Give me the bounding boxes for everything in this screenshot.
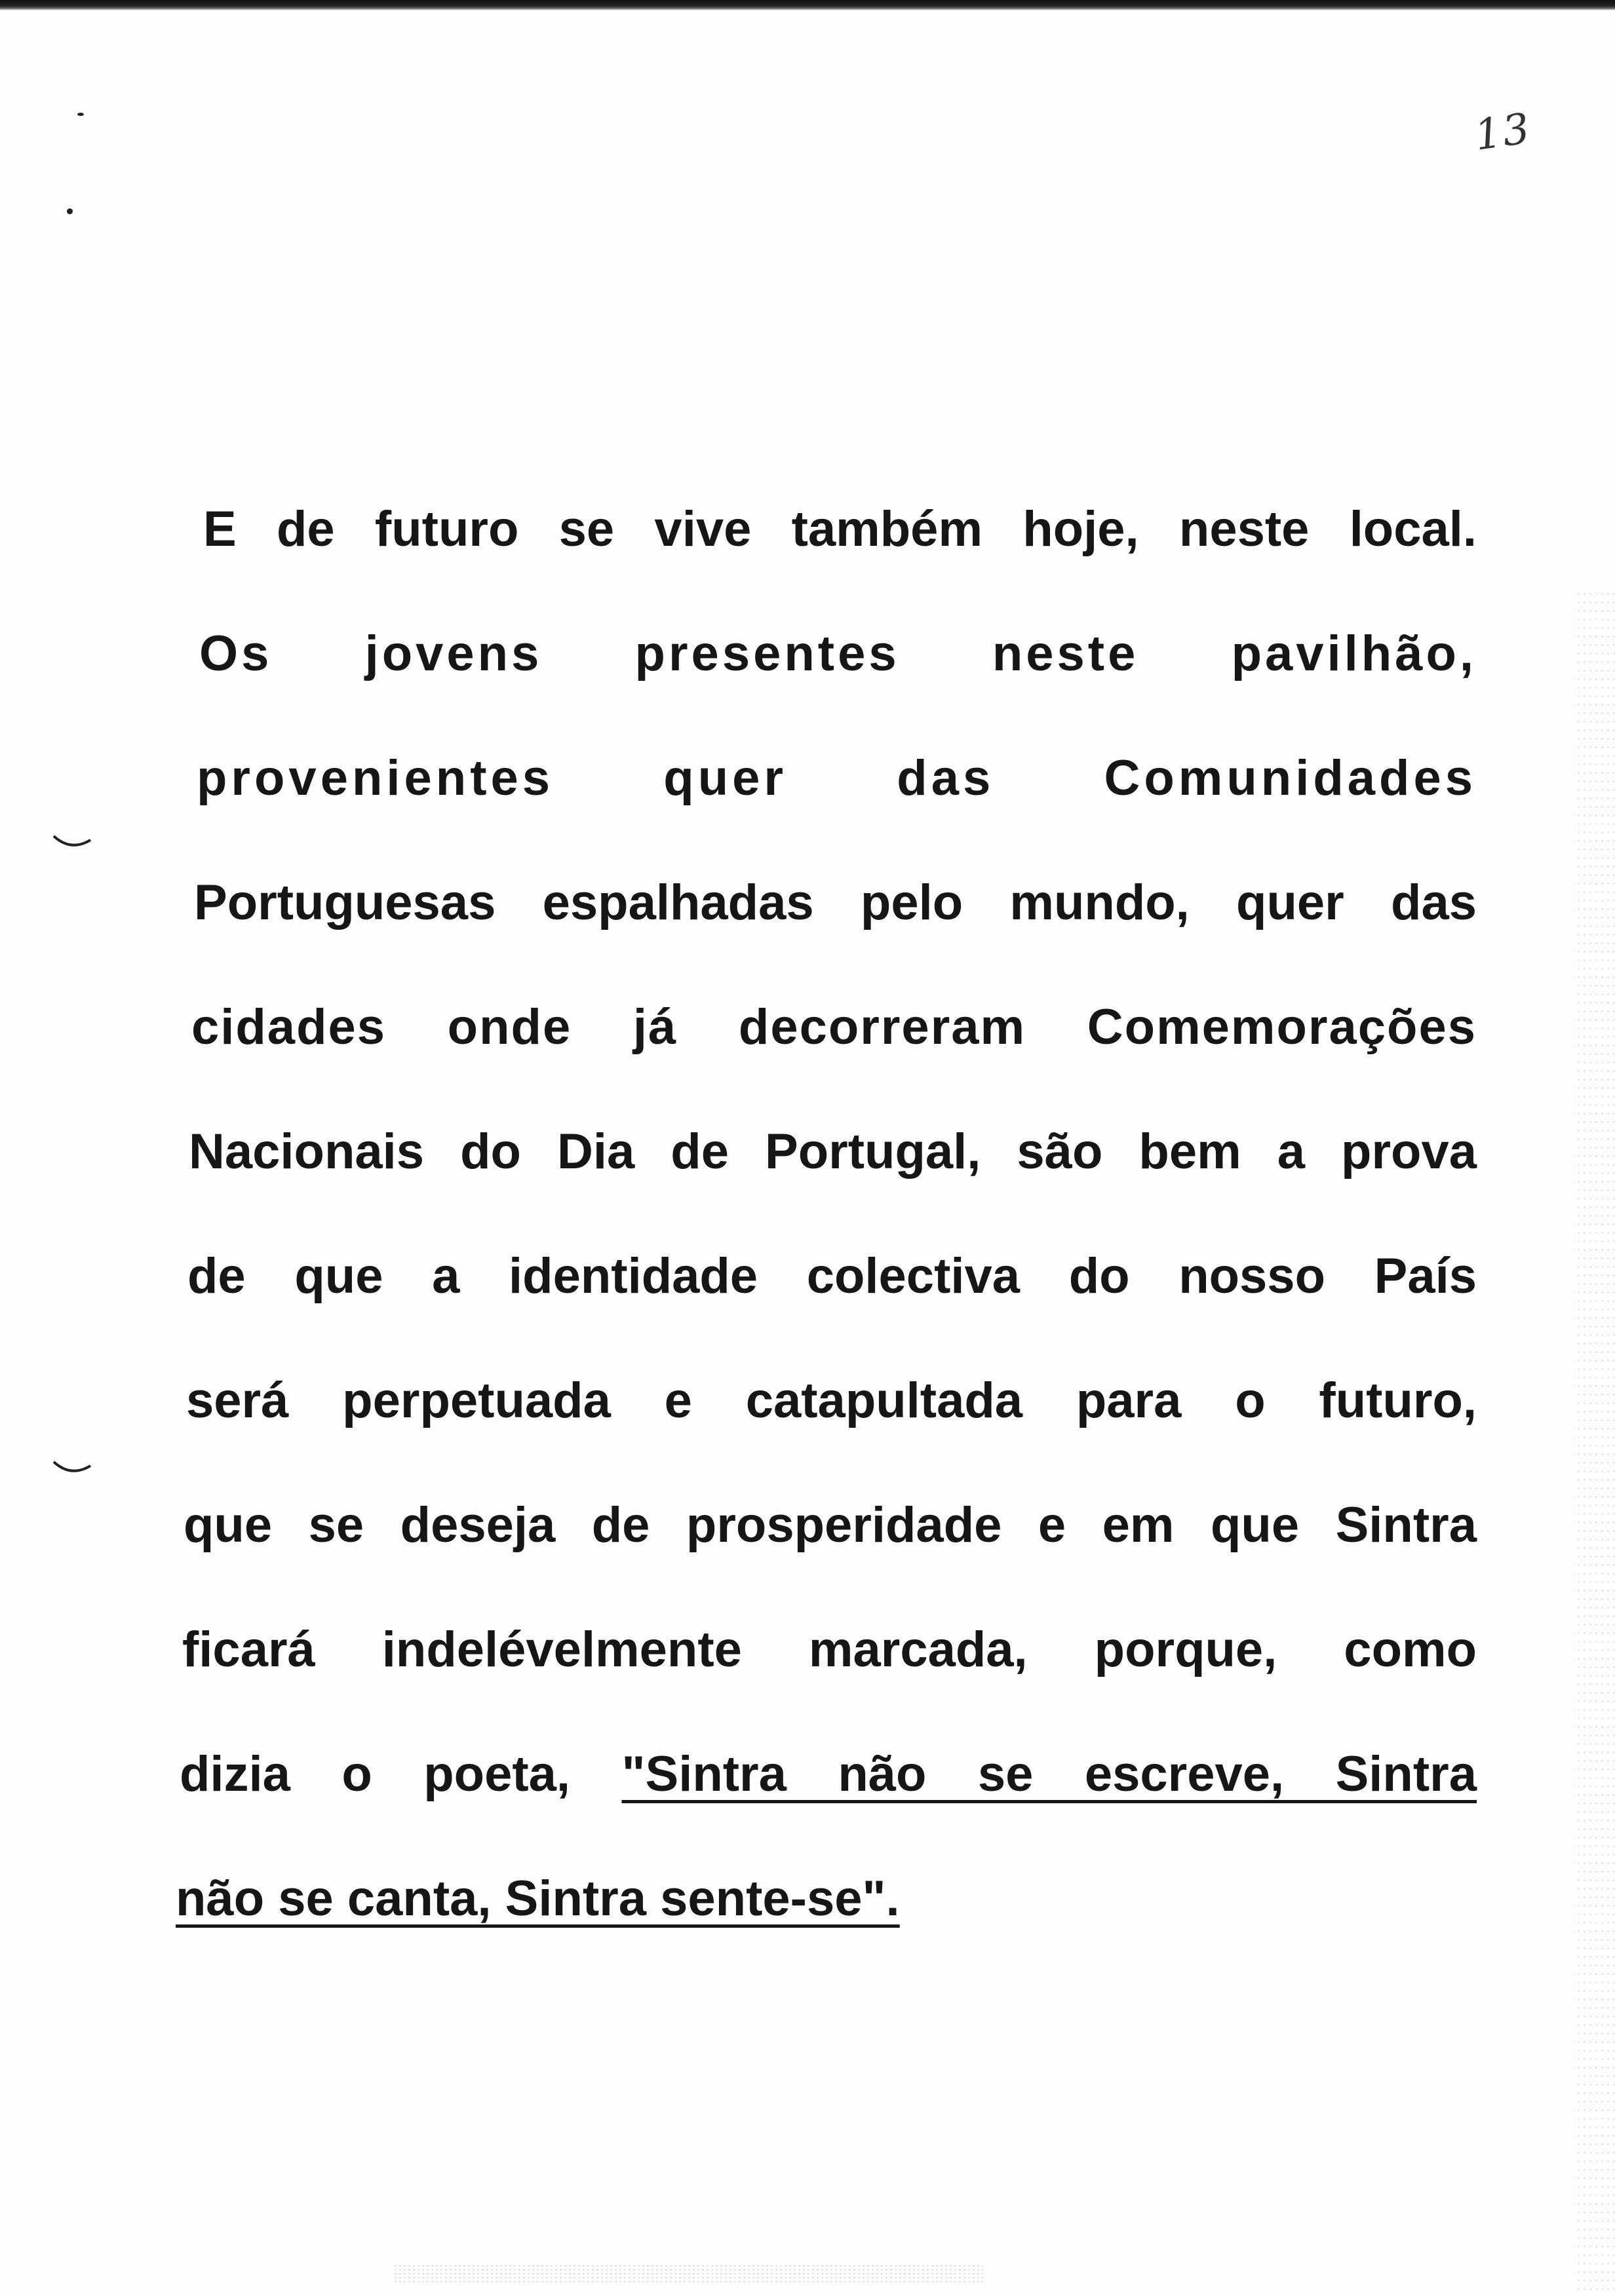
text-line-6: Nacionais do Dia de Portugal, são bem a prova — [189, 1124, 1477, 1179]
binding-mark-lower — [51, 1458, 93, 1479]
text-line-12 — [176, 1871, 1477, 1999]
scan-top-border — [0, 0, 1615, 10]
text-line-1: E de futuro se vive também hoje, neste local. — [203, 501, 1477, 557]
text-line-11-prefix: dizia o poeta, — [180, 1746, 622, 1802]
text-line-2: Os jovens presentes neste pavilhão, — [199, 626, 1477, 681]
text-line-4: Portuguesas espalhadas pelo mundo, quer das — [194, 875, 1477, 930]
scan-bottom-noise — [393, 2264, 983, 2284]
scan-speck-2 — [67, 208, 73, 214]
text-line-3: provenientes quer das Comunidades — [197, 750, 1477, 806]
poet-quote-part-1: "Sintra não se escreve, Sintra — [621, 1746, 1477, 1802]
text-line-9: que se deseja de prosperidade e em que Sintra — [184, 1497, 1477, 1553]
text-line-8: será perpetuada e catapultada para o futuro, — [186, 1373, 1477, 1428]
text-line-7: de que a identidade colectiva do nosso País — [187, 1248, 1477, 1304]
poet-quote-part-2: não se canta, Sintra sente-se". — [176, 1871, 900, 1926]
text-line-11 — [180, 1746, 1477, 1874]
text-line-5: cidades onde já decorreram Comemorações — [191, 999, 1477, 1055]
scan-edge-noise — [1576, 590, 1615, 2293]
document-body — [176, 501, 1477, 1999]
text-line-10: ficará indelévelmente marcada, porque, como — [182, 1622, 1477, 1677]
scan-speck-1 — [77, 113, 84, 116]
binding-mark-upper — [51, 832, 93, 853]
page-number: 13 — [1471, 104, 1534, 161]
